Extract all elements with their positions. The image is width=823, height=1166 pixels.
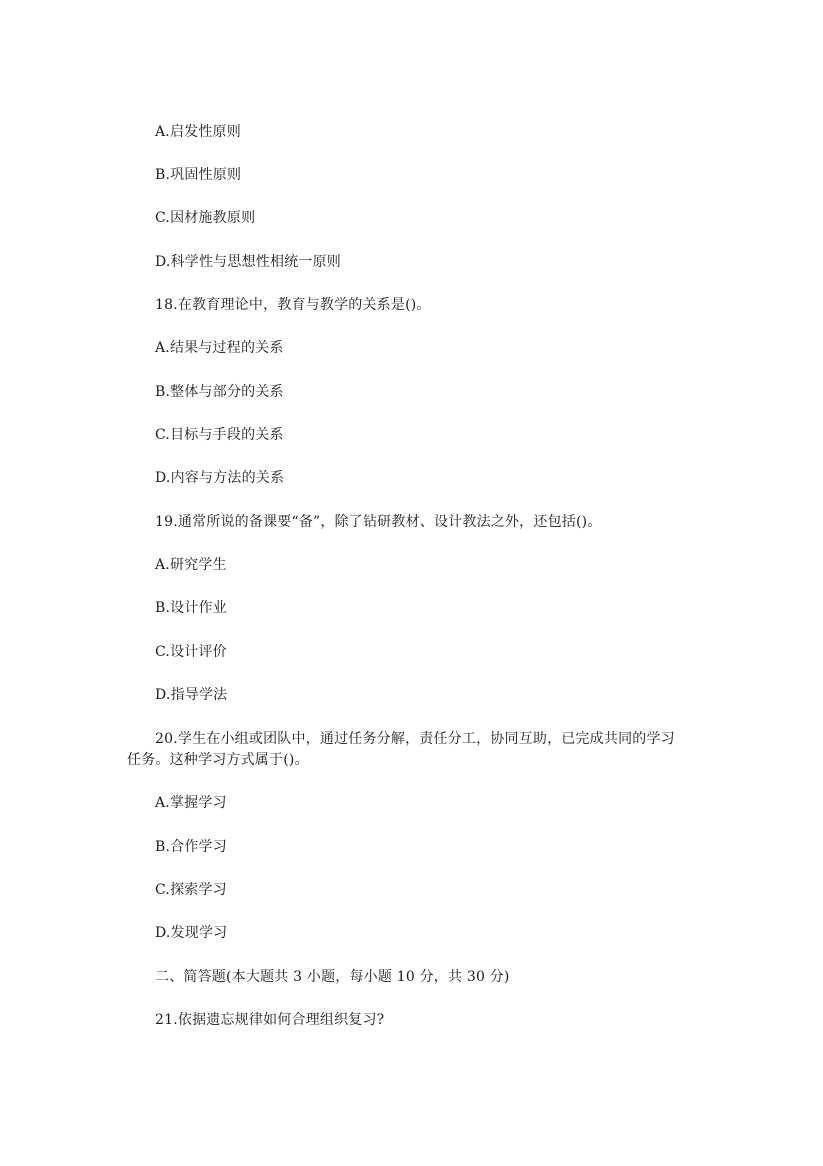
question-20-line1: 20.学生在小组或团队中，通过任务分解，责任分工，协同互助，已完成共同的学习: [155, 731, 675, 747]
option-d-q18: D.内容与方法的关系: [155, 470, 285, 486]
option-a-q20: A.掌握学习: [155, 795, 227, 811]
question-21: 21.依据遗忘规律如何合理组织复习?: [155, 1012, 385, 1028]
question-18: 18.在教育理论中，教育与教学的关系是()。: [155, 297, 431, 313]
option-c-q18: C.目标与手段的关系: [155, 427, 284, 443]
option-a-q17: A.启发性原则: [155, 124, 241, 140]
option-d-q20: D.发现学习: [155, 925, 228, 941]
option-a-q18: A.结果与过程的关系: [155, 340, 284, 356]
option-b-q17: B.巩固性原则: [155, 167, 242, 183]
option-b-q19: B.设计作业: [155, 600, 227, 616]
section-heading-short-answer: 二、简答题(本大题共 3 小题，每小题 10 分，共 30 分): [155, 969, 510, 985]
option-d-q19: D.指导学法: [155, 687, 228, 703]
option-c-q19: C.设计评价: [155, 644, 227, 660]
option-d-q17: D.科学性与思想性相统一原则: [155, 254, 341, 270]
option-b-q18: B.整体与部分的关系: [155, 384, 284, 400]
option-c-q20: C.探索学习: [155, 882, 227, 898]
option-a-q19: A.研究学生: [155, 557, 227, 573]
question-19: 19.通常所说的备课要“备”，除了钻研教材、设计教法之外，还包括()。: [155, 514, 602, 530]
option-b-q20: B.合作学习: [155, 839, 227, 855]
option-c-q17: C.因材施教原则: [155, 210, 256, 226]
question-20-line2: 任务。这种学习方式属于()。: [127, 752, 309, 768]
